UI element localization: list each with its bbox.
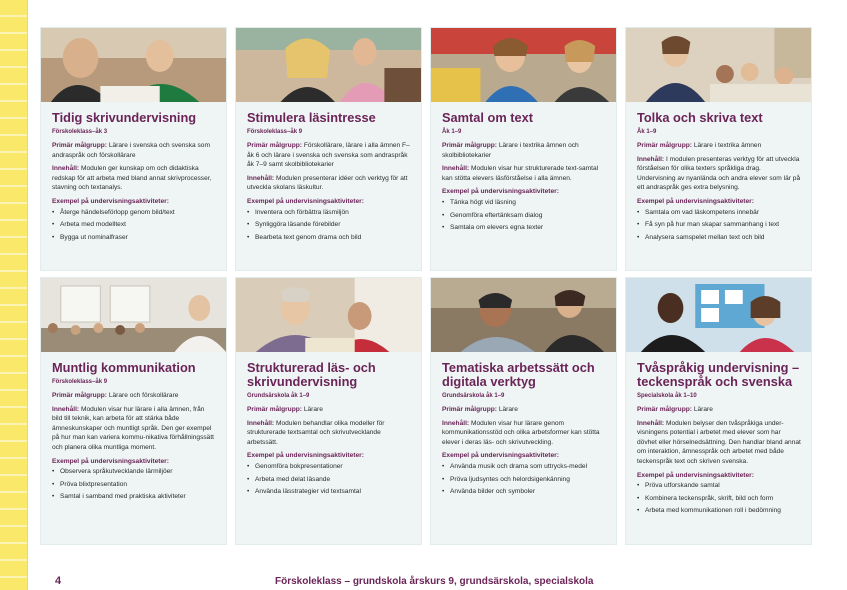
content-description xyxy=(247,419,411,448)
module-level: Åk 1–9 xyxy=(637,129,657,135)
target-text: Lärare xyxy=(498,406,518,413)
list-item: • Tänka högt vid läsning xyxy=(442,198,606,208)
module-level: Förskoleklass–åk 3 xyxy=(52,129,108,135)
target-label: Primär målgrupp: xyxy=(442,142,497,149)
list-item: • Få syn på hur man skapar sammanhang i text xyxy=(637,220,801,230)
target-group xyxy=(247,141,411,170)
module-card[interactable] xyxy=(430,27,617,271)
classroom-photo xyxy=(41,278,226,352)
target-group xyxy=(52,391,216,401)
target-group xyxy=(247,405,411,415)
module-level: Förskoleklass–åk 9 xyxy=(247,129,303,135)
target-text: Lärare xyxy=(303,406,323,413)
activity-list xyxy=(52,208,216,243)
activity-list xyxy=(52,467,216,502)
content-label: Innehåll: xyxy=(247,174,275,182)
module-card[interactable] xyxy=(625,27,812,271)
content-label: Innehåll: xyxy=(442,419,470,427)
content-text: Modulen belyser den tvåspråkiga under-visningens potential i arbetet med elever som har dövhet eller hörselnedsättning. Den handlar bland annat om interaktion, ämnesspråk och arbetet med både teckenspråk text och skriven svenska. xyxy=(637,419,801,465)
list-item: • Synliggöra läsande förebilder xyxy=(247,220,411,230)
module-title: Muntlig kommunikation xyxy=(52,360,196,375)
module-title: Samtal om text xyxy=(442,110,534,125)
list-item: • Analysera samspelet mellan text och bild xyxy=(637,233,801,243)
list-item: • Pröva ljudsyntes och helordsigenkänning xyxy=(442,475,606,485)
module-card[interactable] xyxy=(235,277,422,545)
footer-caption: Förskoleklass – grundskola årskurs 9, grundsärskola, specialskola xyxy=(275,576,594,587)
target-group xyxy=(442,141,606,160)
module-title: Tvåspråkig undervisning – teckenspråk och svenska xyxy=(637,360,800,389)
classroom-photo xyxy=(431,278,616,352)
classroom-photo xyxy=(431,28,616,102)
activity-list xyxy=(637,481,801,516)
module-card[interactable] xyxy=(625,277,812,545)
target-text: Lärare i svenska och svenska som andraspråk och förskollärare xyxy=(52,142,210,159)
list-item: • Inventera och förbättra läsmiljön xyxy=(247,208,411,218)
module-level: Förskoleklass–åk 9 xyxy=(52,379,108,385)
examples-heading: Exempel på undervisningsaktiviteter: xyxy=(52,197,169,205)
list-item: • Pröva utforskande samtal xyxy=(637,481,801,491)
page-number: 4 xyxy=(55,575,62,587)
examples-heading: Exempel på undervisningsaktiviteter: xyxy=(442,188,559,196)
target-label: Primär målgrupp: xyxy=(247,406,302,413)
content-text: Modulen behandlar olika modeller för strukturerade textsamtal och skrivutvecklande arbetssätt. xyxy=(247,419,385,446)
target-group xyxy=(52,141,216,160)
target-group xyxy=(637,405,801,415)
module-grid xyxy=(40,27,812,570)
examples-heading: Exempel på undervisningsaktiviteter: xyxy=(442,452,559,460)
content-text: Modulen visar hur strukturerade text-samtal kan stötta elevers läsförståelse i alla ämnen. xyxy=(442,165,599,182)
module-title: Stimulera läsintresse xyxy=(247,110,376,125)
content-description xyxy=(52,405,216,453)
content-label: Innehåll: xyxy=(52,405,80,413)
content-text: Modulen visar hur lärare genom kommunikationsstöd och olika arbetsformer kan stötta elever i deras läs- och skrivutveckling. xyxy=(442,419,600,446)
activity-list xyxy=(247,208,411,243)
target-label: Primär målgrupp: xyxy=(52,142,107,149)
list-item: • Arbeta med modelltext xyxy=(52,220,216,230)
list-item: • Genomföra bokpresentationer xyxy=(247,462,411,472)
list-item: • Använda bilder och symboler xyxy=(442,487,606,497)
activity-list xyxy=(442,462,606,497)
target-text: Förskollärare, lärare i alla ämnen F–åk 6 och lärare i svenska och svenska som andraspråk åk 7–9 samt skolbibliotekarier xyxy=(247,142,410,169)
examples-heading: Exempel på undervisningsaktiviteter: xyxy=(247,452,364,460)
list-item: • Kombinera teckenspråk, skrift, bild och form xyxy=(637,494,801,504)
list-item: • Använda lässtrategier vid textsamtal xyxy=(247,487,411,497)
list-item: • Arbeta med delat läsande xyxy=(247,475,411,485)
list-item: • Samtala om vad läskompetens innebär xyxy=(637,208,801,218)
list-item: • Bygga ut nominalfraser xyxy=(52,233,216,243)
list-item: • Pröva blixtpresentation xyxy=(52,480,216,490)
content-description xyxy=(442,419,606,448)
list-item: • Bearbeta text genom drama och bild xyxy=(247,233,411,243)
module-title: Tolka och skriva text xyxy=(637,110,763,125)
target-group xyxy=(442,405,606,415)
content-text: I modulen presenteras verktyg för att utveckla förståelsen för olika texters språkliga drag. Undervisning av nyanlända och andra elever som lär på ett andraspråk ges extra belysning. xyxy=(637,155,801,192)
examples-heading: Exempel på undervisningsaktiviteter: xyxy=(52,457,169,465)
content-text: Modulen presenterar idéer och verktyg för att utveckla skolans läskultur. xyxy=(247,174,408,192)
module-level: Grundsärskola åk 1–9 xyxy=(247,393,310,399)
content-label: Innehåll: xyxy=(442,165,470,173)
module-card[interactable] xyxy=(40,277,227,545)
decorative-margin-stripe xyxy=(0,0,28,590)
target-text: Lärare xyxy=(693,406,713,413)
content-description xyxy=(442,164,606,183)
examples-heading: Exempel på undervisningsaktiviteter: xyxy=(247,197,364,205)
column-4 xyxy=(625,27,812,570)
content-label: Innehåll: xyxy=(637,419,665,427)
module-card[interactable] xyxy=(235,27,422,271)
examples-heading: Exempel på undervisningsaktiviteter: xyxy=(637,197,754,205)
module-title: Tidig skrivundervisning xyxy=(52,110,197,125)
list-item: • Använda musik och drama som uttrycks-medel xyxy=(442,462,606,472)
activity-list xyxy=(637,208,801,243)
classroom-photo xyxy=(626,278,811,352)
content-description xyxy=(637,419,801,467)
module-level: Åk 1–9 xyxy=(442,129,462,135)
classroom-photo xyxy=(626,28,811,102)
target-label: Primär målgrupp: xyxy=(442,406,497,413)
list-item: • Arbeta med kommunikationen roll i bedömning xyxy=(637,506,801,516)
target-label: Primär målgrupp: xyxy=(247,142,302,149)
column-3 xyxy=(430,27,617,570)
content-description xyxy=(247,174,411,193)
target-label: Primär målgrupp: xyxy=(637,406,692,413)
list-item: • Genomföra eftertänksam dialog xyxy=(442,211,606,221)
content-description xyxy=(637,155,801,193)
list-item: • Samtal i samband med praktiska aktiviteter xyxy=(52,492,216,502)
target-text: Lärare i textrika ämnen och skolbibliotekarier xyxy=(442,142,579,159)
target-group xyxy=(637,141,801,151)
module-title: Tematiska arbetssätt och digitala verktyg xyxy=(442,360,595,389)
content-text: Modulen visar hur lärare i alla ämnen, från bild till teknik, kan arbeta för att stärka både ämneskunskaper och muntligt språk. Den ger exempel på hur man kan variera kommu-nikativa förhållningssätt och planera olika muntliga moment. xyxy=(52,405,214,451)
target-label: Primär målgrupp: xyxy=(52,392,107,399)
classroom-photo xyxy=(236,28,421,102)
activity-list xyxy=(442,198,606,233)
module-level: Grundsärskola åk 1–9 xyxy=(442,393,505,399)
content-description xyxy=(52,164,216,193)
examples-heading: Exempel på undervisningsaktiviteter: xyxy=(637,471,754,479)
classroom-photo xyxy=(236,278,421,352)
target-label: Primär målgrupp: xyxy=(637,142,692,149)
column-2 xyxy=(235,27,422,570)
module-card[interactable] xyxy=(430,277,617,545)
content-label: Innehåll: xyxy=(52,165,80,173)
target-text: Lärare i textrika ämnen xyxy=(693,142,762,149)
module-card[interactable] xyxy=(40,27,227,271)
list-item: • Observera språkutvecklande lärmiljöer xyxy=(52,467,216,477)
list-item: • Återge händelseförlopp genom bild/text xyxy=(52,208,216,218)
target-text: Lärare och förskollärare xyxy=(108,392,179,399)
classroom-photo xyxy=(41,28,226,102)
content-label: Innehåll: xyxy=(247,419,275,427)
list-item: • Samtala om elevers egna texter xyxy=(442,223,606,233)
column-1 xyxy=(40,27,227,570)
content-label: Innehåll: xyxy=(637,155,665,163)
module-title: Strukturerad läs- och skrivundervisning xyxy=(247,360,376,389)
content-text: Modulen ger kunskap om och didaktiska redskap för att arbeta med bland annat skrivprocesser, stavning och textanalys. xyxy=(52,165,212,192)
module-level: Specialskola åk 1–10 xyxy=(637,393,697,399)
activity-list xyxy=(247,462,411,497)
